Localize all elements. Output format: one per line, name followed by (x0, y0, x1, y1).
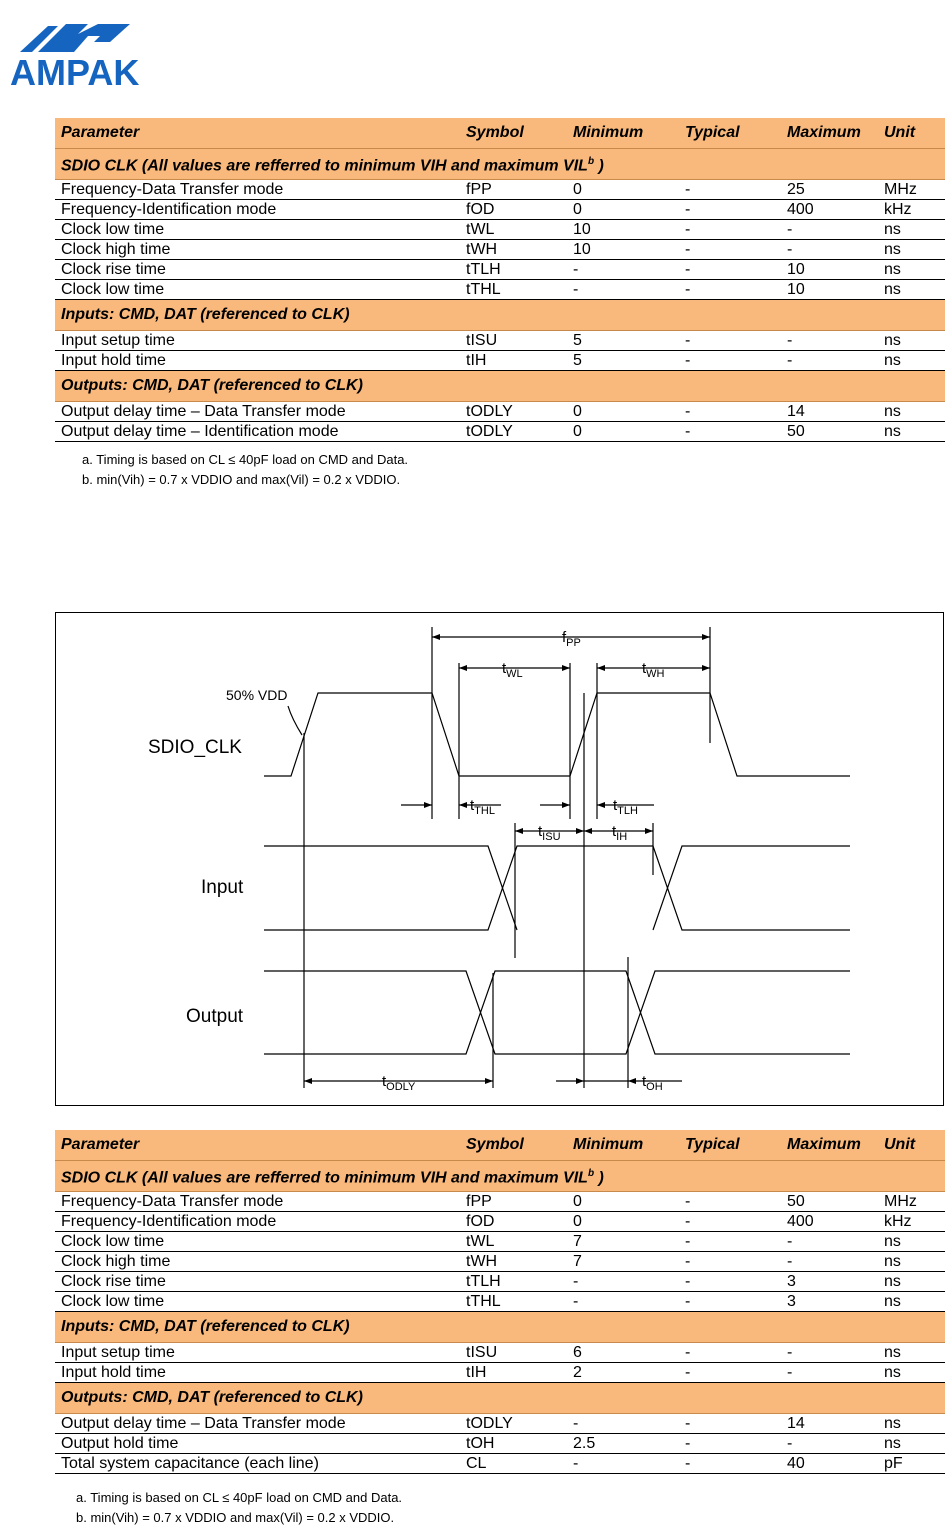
cell-sym: fPP (460, 1192, 567, 1212)
cell-typ: - (679, 1434, 781, 1454)
cell-sym: tWL (460, 1232, 567, 1252)
cell-sym: tTHL (460, 280, 567, 300)
input-rows (55, 331, 945, 371)
table-row (55, 280, 945, 300)
cell-param: Output hold time (55, 1434, 460, 1454)
cell-sym: tISU (460, 1343, 567, 1363)
cell-unit: ns (878, 1252, 945, 1272)
cell-max: - (781, 1363, 878, 1383)
table-header-row (55, 118, 945, 149)
cell-typ: - (679, 351, 781, 371)
cell-param: Frequency-Identification mode (55, 1212, 460, 1232)
cell-min: 7 (567, 1232, 679, 1252)
cell-max: 50 (781, 1192, 878, 1212)
col-parameter: Parameter (55, 118, 460, 149)
col-minimum: Minimum (567, 118, 679, 149)
cell-min: 10 (567, 240, 679, 260)
cell-sym: tOH (460, 1434, 567, 1454)
cell-max: 40 (781, 1454, 878, 1474)
cell-max: 3 (781, 1272, 878, 1292)
cell-typ: - (679, 1292, 781, 1312)
cell-typ: - (679, 1232, 781, 1252)
cell-typ: - (679, 260, 781, 280)
cell-unit: pF (878, 1454, 945, 1474)
cell-param: Frequency-Data Transfer mode (55, 180, 460, 200)
cell-typ: - (679, 1363, 781, 1383)
cell-min: 6 (567, 1343, 679, 1363)
cell-max: 3 (781, 1292, 878, 1312)
cell-param: Clock low time (55, 220, 460, 240)
col-minimum: Minimum (567, 1130, 679, 1161)
cell-typ: - (679, 1192, 781, 1212)
table-row (55, 1252, 945, 1272)
cell-typ: - (679, 1252, 781, 1272)
cell-unit: ns (878, 422, 945, 442)
table-row (55, 1414, 945, 1434)
cell-sym: tIH (460, 1363, 567, 1383)
table-row (55, 1212, 945, 1232)
cell-min: 7 (567, 1252, 679, 1272)
cell-min: 0 (567, 1212, 679, 1232)
cell-sym: tODLY (460, 1414, 567, 1434)
cell-sym: tWH (460, 240, 567, 260)
table-row (55, 260, 945, 280)
cell-min: - (567, 260, 679, 280)
cell-max: 400 (781, 1212, 878, 1232)
cell-unit: ns (878, 240, 945, 260)
note-a: a. Timing is based on CL ≤ 40pF load on CMD and Data. (82, 452, 409, 467)
table-row (55, 1192, 945, 1212)
cell-min: 0 (567, 180, 679, 200)
table-row (55, 1232, 945, 1252)
section-outputs (55, 371, 945, 402)
col-parameter: Parameter (55, 1130, 460, 1161)
col-symbol: Symbol (460, 1130, 567, 1161)
twh-label: $t_{WH}$ (642, 660, 665, 680)
table-row (55, 1292, 945, 1312)
cell-sym: tTHL (460, 1292, 567, 1312)
twl-label: $t_{WL}$ (502, 660, 523, 680)
cell-unit: ns (878, 1414, 945, 1434)
cell-param: Output delay time – Data Transfer mode (55, 1414, 460, 1434)
cell-typ: - (679, 1414, 781, 1434)
table-row (55, 220, 945, 240)
section-inputs (55, 1312, 945, 1343)
sdio-clk-label: SDIO_CLK (148, 737, 242, 758)
cell-min: - (567, 280, 679, 300)
clk-rows (55, 1192, 945, 1312)
cell-max: - (781, 220, 878, 240)
section-title: Outputs: CMD, DAT (referenced to CLK) (55, 1383, 945, 1414)
table-row (55, 331, 945, 351)
cell-unit: ns (878, 331, 945, 351)
col-unit: Unit (878, 118, 945, 149)
cell-typ: - (679, 1272, 781, 1292)
sdio-timing-table-2 (55, 1130, 945, 1474)
cell-param: Input hold time (55, 351, 460, 371)
input-waveform-cross (653, 846, 850, 930)
cell-unit: ns (878, 351, 945, 371)
cell-min: 2 (567, 1363, 679, 1383)
toh-label: $t_{OH}$ (642, 1073, 663, 1093)
cell-param: Clock low time (55, 1292, 460, 1312)
table-row (55, 1434, 945, 1454)
cell-unit: kHz (878, 1212, 945, 1232)
cell-max: 400 (781, 200, 878, 220)
cell-min: - (567, 1272, 679, 1292)
tih-label: $t_{IH}$ (612, 823, 628, 843)
input-rows (55, 1343, 945, 1383)
table-header-row (55, 1130, 945, 1161)
cell-min: - (567, 1454, 679, 1474)
footnote-marker: b (587, 1167, 595, 1179)
note-b: b. min(Vih) = 0.7 x VDDIO and max(Vil) = 0.2 x VDDIO. (82, 472, 401, 487)
cell-unit: ns (878, 1363, 945, 1383)
cell-unit: kHz (878, 200, 945, 220)
cell-max: 10 (781, 280, 878, 300)
table-row (55, 240, 945, 260)
ampak-logo-text: AMPAK (10, 52, 140, 93)
cell-param: Frequency-Data Transfer mode (55, 1192, 460, 1212)
output-waveform-a (264, 971, 850, 1054)
table1-notes (82, 450, 408, 490)
cell-unit: ns (878, 1272, 945, 1292)
sdio-timing-table-1 (55, 118, 945, 442)
input-waveform-high (264, 846, 517, 930)
cell-param: Total system capacitance (each line) (55, 1454, 460, 1474)
col-maximum: Maximum (781, 118, 878, 149)
cell-max: 14 (781, 402, 878, 422)
table2-notes (76, 1488, 402, 1528)
col-typical: Typical (679, 1130, 781, 1161)
table-row (55, 180, 945, 200)
cell-typ: - (679, 1454, 781, 1474)
cell-typ: - (679, 200, 781, 220)
cell-unit: ns (878, 1232, 945, 1252)
cell-min: 2.5 (567, 1434, 679, 1454)
cell-min: 0 (567, 402, 679, 422)
cell-unit: ns (878, 260, 945, 280)
col-symbol: Symbol (460, 118, 567, 149)
cell-min: 5 (567, 351, 679, 371)
cell-sym: tWH (460, 1252, 567, 1272)
cell-param: Clock rise time (55, 260, 460, 280)
cell-min: 0 (567, 1192, 679, 1212)
table-row (55, 422, 945, 442)
cell-min: 10 (567, 220, 679, 240)
cell-typ: - (679, 1212, 781, 1232)
cell-sym: fOD (460, 1212, 567, 1232)
cell-min: - (567, 1414, 679, 1434)
cell-sym: tISU (460, 331, 567, 351)
sdio-clk-waveform (264, 693, 850, 776)
cell-typ: - (679, 402, 781, 422)
cell-param: Input setup time (55, 331, 460, 351)
input-label: Input (201, 877, 244, 898)
section-sdio-clk: SDIO CLK (All values are refferred to minimum VIH and maximum VIL$^b$ ) (55, 149, 945, 180)
section-outputs (55, 1383, 945, 1414)
col-maximum: Maximum (781, 1130, 878, 1161)
table-row (55, 1363, 945, 1383)
table-row (55, 1272, 945, 1292)
cell-max: 50 (781, 422, 878, 442)
table-row (55, 1454, 945, 1474)
section-title: Inputs: CMD, DAT (referenced to CLK) (55, 1312, 945, 1343)
cell-param: Clock high time (55, 1252, 460, 1272)
cell-min: 5 (567, 331, 679, 351)
cell-max: - (781, 240, 878, 260)
cell-param: Clock rise time (55, 1272, 460, 1292)
cell-unit: ns (878, 220, 945, 240)
cell-max: - (781, 1232, 878, 1252)
cell-param: Clock high time (55, 240, 460, 260)
cell-min: - (567, 1292, 679, 1312)
footnote-marker: b (587, 155, 595, 167)
cell-max: 14 (781, 1414, 878, 1434)
section-title: SDIO CLK (All values are refferred to minimum VIH and maximum VIL (61, 1169, 588, 1187)
ampak-logo (8, 20, 158, 93)
cell-sym: fPP (460, 180, 567, 200)
cell-unit: ns (878, 1292, 945, 1312)
clk-rows (55, 180, 945, 300)
cell-sym: tWL (460, 220, 567, 240)
cell-typ: - (679, 1343, 781, 1363)
table-row (55, 200, 945, 220)
cell-unit: ns (878, 1434, 945, 1454)
note-b: b. min(Vih) = 0.7 x VDDIO and max(Vil) = 0.2 x VDDIO. (76, 1510, 395, 1525)
tthl-label: $t_{THL}$ (470, 797, 495, 817)
cell-min: 0 (567, 422, 679, 442)
cell-typ: - (679, 180, 781, 200)
cell-sym: CL (460, 1454, 567, 1474)
cell-sym: tODLY (460, 402, 567, 422)
cell-param: Clock low time (55, 280, 460, 300)
cell-min: 0 (567, 200, 679, 220)
tisu-label: $t_{ISU}$ (538, 823, 561, 843)
cell-param: Frequency-Identification mode (55, 200, 460, 220)
cell-max: - (781, 1343, 878, 1363)
col-typical: Typical (679, 118, 781, 149)
cell-max: 25 (781, 180, 878, 200)
col-unit: Unit (878, 1130, 945, 1161)
cell-max: 10 (781, 260, 878, 280)
ampak-logo-mark-icon (18, 20, 138, 54)
cell-typ: - (679, 422, 781, 442)
input-waveform-low (264, 846, 850, 930)
cell-typ: - (679, 240, 781, 260)
vdd-label: 50% VDD (226, 687, 288, 703)
section-sdio-clk: SDIO CLK (All values are refferred to minimum VIH and maximum VIL$^b$ ) (55, 1161, 945, 1192)
output-label: Output (186, 1006, 244, 1027)
output-waveform-b (264, 971, 850, 1054)
cell-max: - (781, 331, 878, 351)
cell-sym: tODLY (460, 422, 567, 442)
cell-max: - (781, 1252, 878, 1272)
table-row (55, 402, 945, 422)
cell-max: - (781, 351, 878, 371)
table-row (55, 351, 945, 371)
timing-diagram-svg (56, 613, 945, 1107)
cell-max: - (781, 1434, 878, 1454)
output-rows (55, 1414, 945, 1474)
cell-param: Output delay time – Identification mode (55, 422, 460, 442)
table-row (55, 1343, 945, 1363)
cell-unit: ns (878, 280, 945, 300)
cell-sym: tIH (460, 351, 567, 371)
cell-param: Output delay time – Data Transfer mode (55, 402, 460, 422)
cell-param: Input setup time (55, 1343, 460, 1363)
note-a: a. Timing is based on CL ≤ 40pF load on CMD and Data. (76, 1490, 403, 1505)
cell-unit: MHz (878, 180, 945, 200)
cell-param: Clock low time (55, 1232, 460, 1252)
section-title: Inputs: CMD, DAT (referenced to CLK) (55, 300, 945, 331)
section-inputs (55, 300, 945, 331)
cell-unit: ns (878, 402, 945, 422)
section-title: SDIO CLK (All values are refferred to minimum VIH and maximum VIL (61, 157, 588, 175)
cell-typ: - (679, 220, 781, 240)
output-rows (55, 402, 945, 442)
cell-unit: ns (878, 1343, 945, 1363)
cell-sym: tTLH (460, 1272, 567, 1292)
cell-sym: tTLH (460, 260, 567, 280)
todly-label: $t_{ODLY}$ (382, 1073, 416, 1093)
cell-param: Input hold time (55, 1363, 460, 1383)
fpp-label: $f_{PP}$ (562, 629, 581, 649)
ttlh-label: $t_{TLH}$ (613, 797, 638, 817)
cell-typ: - (679, 280, 781, 300)
cell-typ: - (679, 331, 781, 351)
cell-sym: fOD (460, 200, 567, 220)
section-title: Outputs: CMD, DAT (referenced to CLK) (55, 371, 945, 402)
timing-diagram (55, 612, 944, 1106)
cell-unit: MHz (878, 1192, 945, 1212)
